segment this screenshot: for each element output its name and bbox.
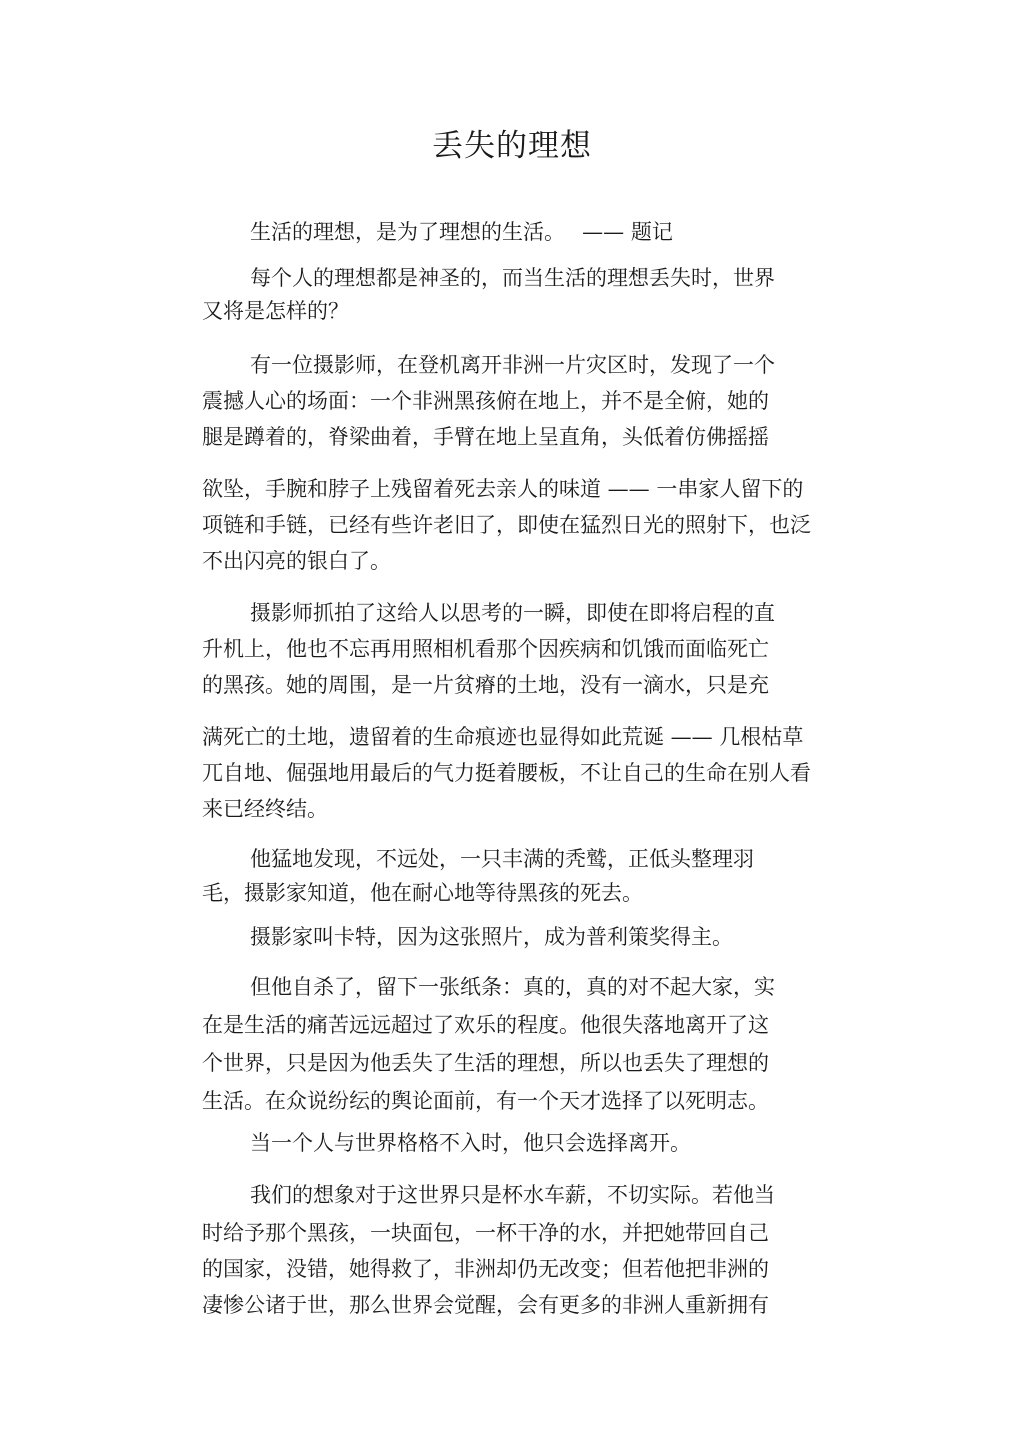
paragraph-line: 个世界，只是因为他丢失了生活的理想，所以也丢失了理想的 bbox=[202, 1051, 769, 1075]
paragraph-line: 腿是蹲着的，脊梁曲着，手臂在地上呈直角，头低着仿佛摇摇 bbox=[202, 425, 769, 449]
paragraph-line: 在是生活的痛苦远远超过了欢乐的程度。他很失落地离开了这 bbox=[202, 1013, 769, 1037]
paragraph-line: 有一位摄影师，在登机离开非洲一片灾区时，发现了一个 bbox=[250, 353, 775, 377]
paragraph-line: 时给予那个黑孩，一块面包，一杯干净的水，并把她带回自己 bbox=[202, 1221, 769, 1245]
paragraph-line: 兀自地、倔强地用最后的气力挺着腰板，不让自己的生命在别人看 bbox=[202, 761, 811, 785]
paragraph-line: 我们的想象对于这世界只是杯水车薪，不切实际。若他当 bbox=[250, 1183, 775, 1207]
paragraph-line: 毛，摄影家知道，他在耐心地等待黑孩的死去。 bbox=[202, 881, 643, 905]
paragraph-line: 欲坠，手腕和脖子上残留着死去亲人的味道 —— 一串家人留下的 bbox=[202, 477, 804, 501]
paragraph-line: 摄影师抓拍了这给人以思考的一瞬，即使在即将启程的直 bbox=[250, 601, 775, 625]
paragraph-line: 每个人的理想都是神圣的，而当生活的理想丢失时，世界 bbox=[250, 266, 775, 290]
paragraph-line: 的黑孩。她的周围，是一片贫瘠的土地，没有一滴水，只是充 bbox=[202, 673, 769, 697]
paragraph-line: 项链和手链，已经有些许老旧了，即使在猛烈日光的照射下，也泛 bbox=[202, 513, 811, 537]
document-title: 丢失的理想 bbox=[432, 128, 592, 164]
paragraph-line: 摄影家叫卡特，因为这张照片，成为普利策奖得主。 bbox=[250, 925, 733, 949]
paragraph-line: 他猛地发现，不远处，一只丰满的秃鹫，正低头整理羽 bbox=[250, 847, 754, 871]
paragraph-line: 震撼人心的场面：一个非洲黑孩俯在地上，并不是全俯，她的 bbox=[202, 389, 769, 413]
epigraph-line: 生活的理想，是为了理想的生活。 —— 题记 bbox=[250, 220, 673, 244]
paragraph-line: 升机上，他也不忘再用照相机看那个因疾病和饥饿而面临死亡 bbox=[202, 637, 769, 661]
paragraph-line: 又将是怎样的？ bbox=[202, 299, 349, 323]
paragraph-line: 凄惨公诸于世，那么世界会觉醒，会有更多的非洲人重新拥有 bbox=[202, 1293, 769, 1317]
paragraph-line: 满死亡的土地，遗留着的生命痕迹也显得如此荒诞 —— 几根枯草 bbox=[202, 725, 804, 749]
paragraph-line: 的国家，没错，她得救了，非洲却仍无改变；但若他把非洲的 bbox=[202, 1257, 769, 1281]
paragraph-line: 不出闪亮的银白了。 bbox=[202, 549, 391, 573]
paragraph-line: 当一个人与世界格格不入时，他只会选择离开。 bbox=[250, 1131, 691, 1155]
paragraph-line: 来已经终结。 bbox=[202, 797, 328, 821]
paragraph-line: 生活。在众说纷纭的舆论面前，有一个天才选择了以死明志。 bbox=[202, 1089, 769, 1113]
paragraph-line: 但他自杀了，留下一张纸条：真的，真的对不起大家，实 bbox=[250, 975, 775, 999]
